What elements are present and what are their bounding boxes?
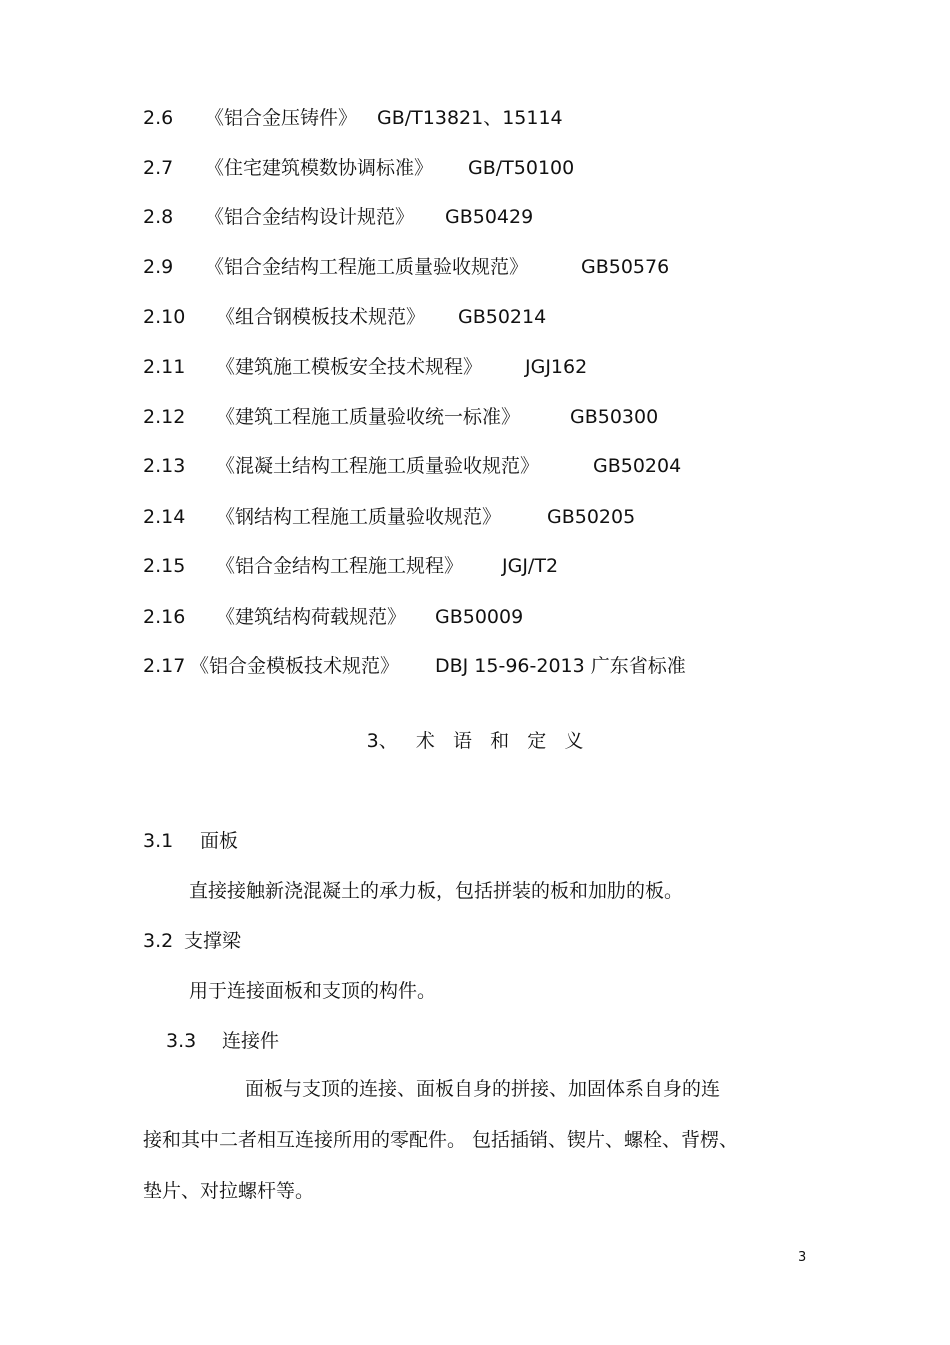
reference-code: JGJ/T2 (502, 555, 559, 577)
reference-number: 2.13 (143, 455, 186, 477)
reference-code: DBJ 15-96-2013 广东省标准 (435, 655, 686, 677)
reference-item (143, 305, 546, 329)
reference-number: 2.14 (143, 506, 186, 528)
term-number: 3.2 (143, 930, 174, 952)
reference-title: 《铝合金结构工程施工规程》 (216, 555, 464, 577)
reference-title: 《组合钢模板技术规范》 (216, 306, 426, 328)
reference-item (143, 205, 533, 229)
reference-number: 2.15 (143, 555, 186, 577)
reference-code: JGJ162 (525, 356, 588, 378)
reference-number: 2.8 (143, 206, 174, 228)
term-number: 3.3 (166, 1030, 197, 1052)
reference-item (143, 106, 563, 130)
reference-item (143, 156, 574, 180)
reference-title: 《建筑施工模板安全技术规程》 (216, 356, 483, 378)
reference-title: 《铝合金压铸件》 (205, 107, 358, 129)
reference-title: 《铝合金结构工程施工质量验收规范》 (205, 256, 529, 278)
reference-item (143, 505, 635, 529)
reference-code: GB50009 (435, 606, 524, 628)
term-definition: 用于连接面板和支顶的构件。 (189, 980, 437, 1002)
reference-code: GB50205 (547, 506, 636, 528)
reference-title: 《钢结构工程施工质量验收规范》 (216, 506, 502, 528)
term-definition-line: 面板与支顶的连接、面板自身的拼接、加固体系自身的连 (245, 1078, 721, 1100)
reference-title: 《住宅建筑模数协调标准》 (205, 157, 434, 179)
term-name: 面板 (200, 830, 239, 852)
reference-item (143, 355, 587, 379)
reference-title: 《铝合金模板技术规范》 (190, 655, 400, 677)
term-name: 支撑梁 (184, 930, 242, 952)
reference-item (143, 255, 669, 279)
reference-code: GB50214 (458, 306, 547, 328)
reference-item (143, 654, 686, 678)
term-definition-line: 垫片、对拉螺杆等。 (143, 1180, 315, 1202)
page-number: 3 (798, 1250, 807, 1265)
reference-code: GB50576 (581, 256, 670, 278)
term-name: 连接件 (222, 1030, 280, 1052)
term-definition: 直接接触新浇混凝土的承力板，包括拼装的板和加肋的板。 (189, 880, 684, 902)
term-definition-line: 接和其中二者相互连接所用的零配件。 包括插销、锲片、螺栓、背楞、 (143, 1129, 739, 1151)
reference-title: 《建筑工程施工质量验收统一标准》 (216, 406, 521, 428)
reference-code: GB50429 (445, 206, 534, 228)
reference-item (143, 554, 558, 578)
term-heading (166, 1029, 279, 1053)
reference-number: 2.7 (143, 157, 174, 179)
reference-number: 2.10 (143, 306, 186, 328)
reference-number: 2.16 (143, 606, 186, 628)
reference-code: GB/T50100 (468, 157, 575, 179)
reference-number: 2.9 (143, 256, 174, 278)
reference-number: 2.17 (143, 655, 186, 677)
reference-title: 《混凝土结构工程施工质量验收规范》 (216, 455, 540, 477)
reference-item (143, 605, 523, 629)
reference-code: GB50204 (593, 455, 682, 477)
reference-number: 2.12 (143, 406, 186, 428)
section-heading: 3、 术 语 和 定 义 (366, 730, 584, 752)
reference-title: 《建筑结构荷载规范》 (216, 606, 407, 628)
reference-code: GB50300 (570, 406, 659, 428)
reference-item (143, 405, 658, 429)
reference-number: 2.6 (143, 107, 174, 129)
reference-number: 2.11 (143, 356, 186, 378)
reference-title: 《铝合金结构设计规范》 (205, 206, 415, 228)
reference-code: GB/T13821、15114 (377, 107, 563, 129)
term-heading (143, 929, 241, 953)
term-number: 3.1 (143, 830, 174, 852)
reference-item (143, 454, 681, 478)
term-heading (143, 829, 238, 853)
